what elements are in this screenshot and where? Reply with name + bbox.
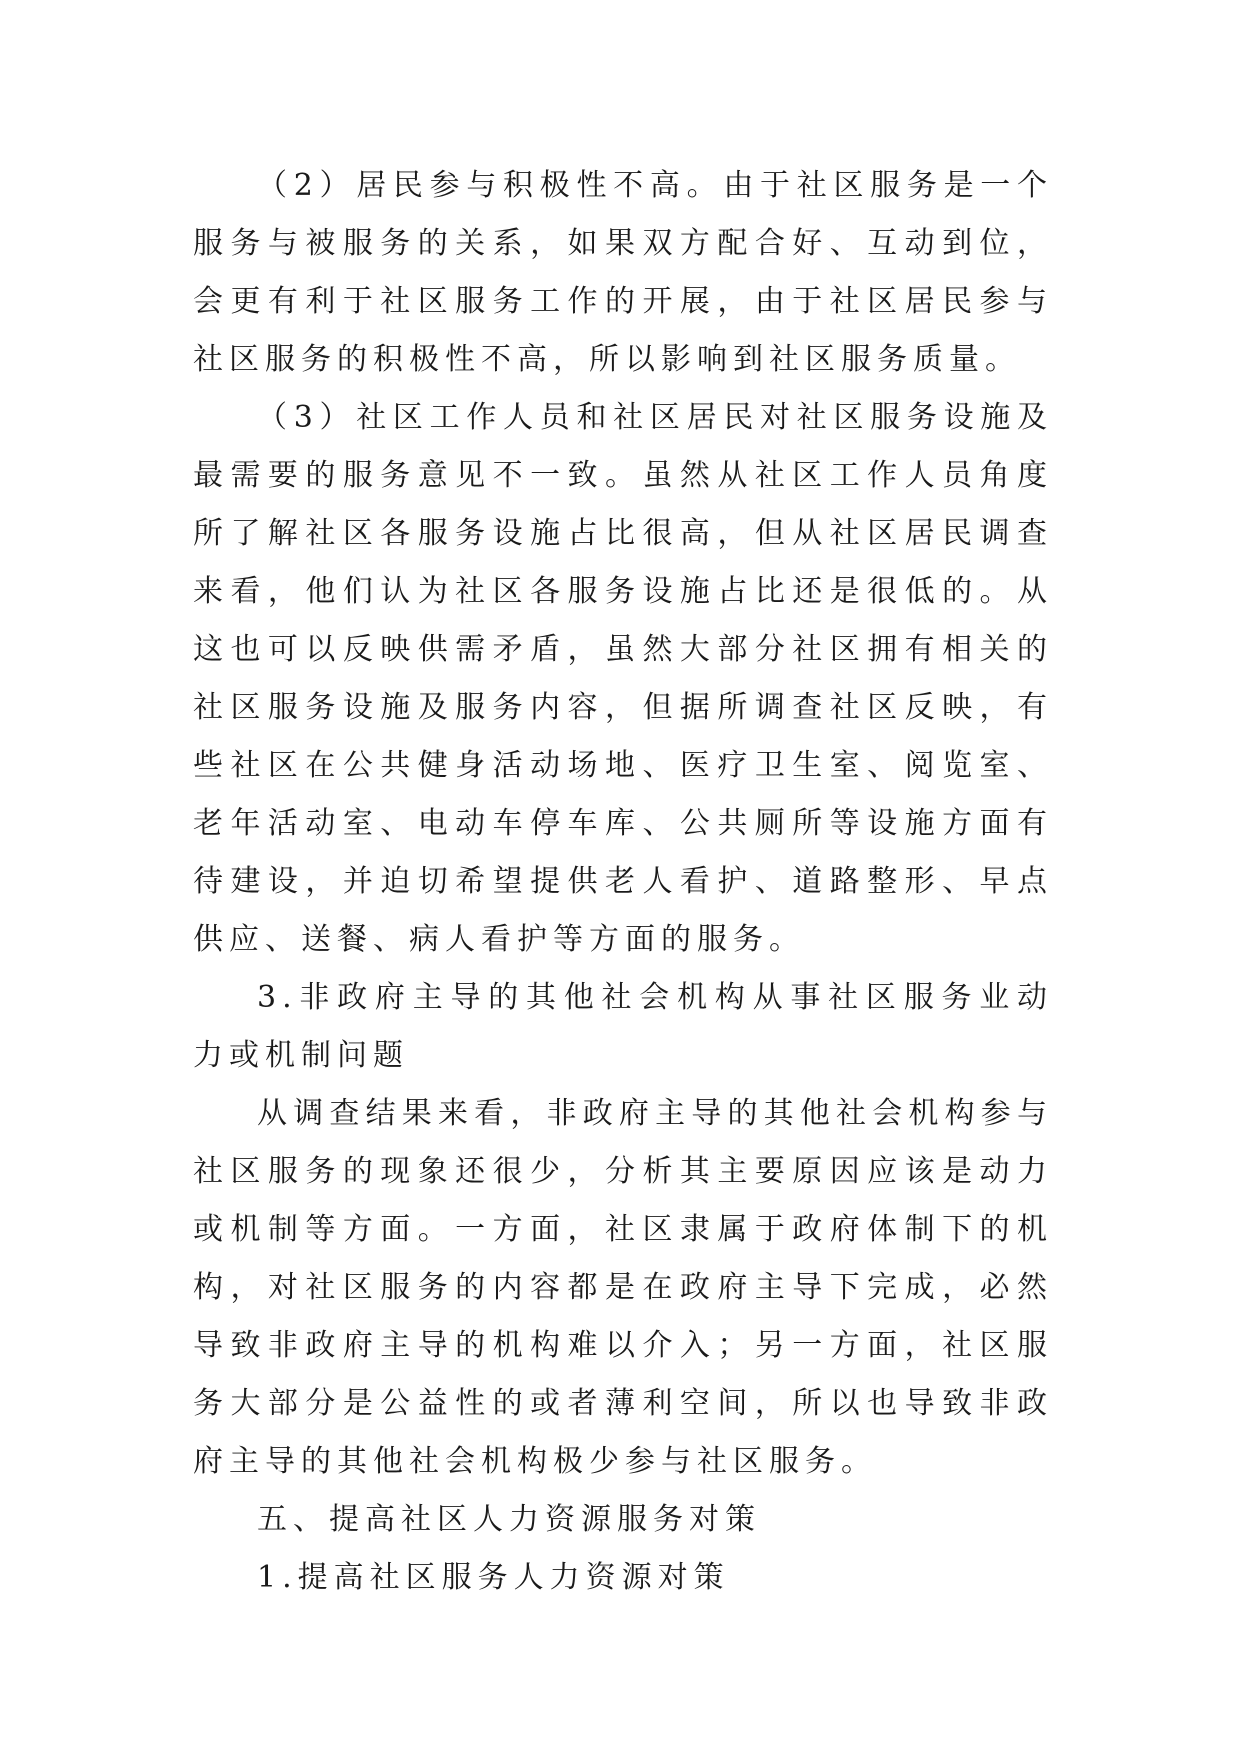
- section-heading: 五、提高社区人力资源服务对策: [257, 1502, 761, 1537]
- paragraph-ngo-analysis: 从调查结果来看，非政府主导的其他社会机构参与社区服务的现象还很少，分析其主要原因应该是动力或机制等方面。一方面，社区隶属于政府体制下的机构，对社区服务的内容都是在政府主导下完成，必然导致非政府主导的机构难以介入；另一方面，社区服务大部分是公益性的或者薄利空间，所以也导致非政府主导的其他社会机构极少参与社区服务。: [193, 1096, 1053, 1479]
- paragraph-ngo-problem-heading: 3.非政府主导的其他社会机构从事社区服务业动力或机制问题: [193, 980, 1053, 1073]
- paragraph-facility-disagreement: （3）社区工作人员和社区居民对社区服务设施及最需要的服务意见不一致。虽然从社区工作人员角度所了解社区各服务设施占比很高，但从社区居民调查来看，他们认为社区各服务设施占比还是很低的。从这也可以反映供需矛盾，虽然大部分社区拥有相关的社区服务设施及服务内容，但据所调查社区反映，有些社区在公共健身活动场地、医疗卫生室、阅览室、老年活动室、电动车停车库、公共厕所等设施方面有待建设，并迫切希望提供老人看护、道路整形、早点供应、送餐、病人看护等方面的服务。: [193, 400, 1053, 957]
- subsection-heading: 1.提高社区服务人力资源对策: [257, 1560, 730, 1595]
- document-page: [193, 157, 1053, 1607]
- paragraph-resident-participation: （2）居民参与积极性不高。由于社区服务是一个服务与被服务的关系，如果双方配合好、互动到位，会更有利于社区服务工作的开展，由于社区居民参与社区服务的积极性不高，所以影响到社区服务质量。: [193, 168, 1053, 377]
